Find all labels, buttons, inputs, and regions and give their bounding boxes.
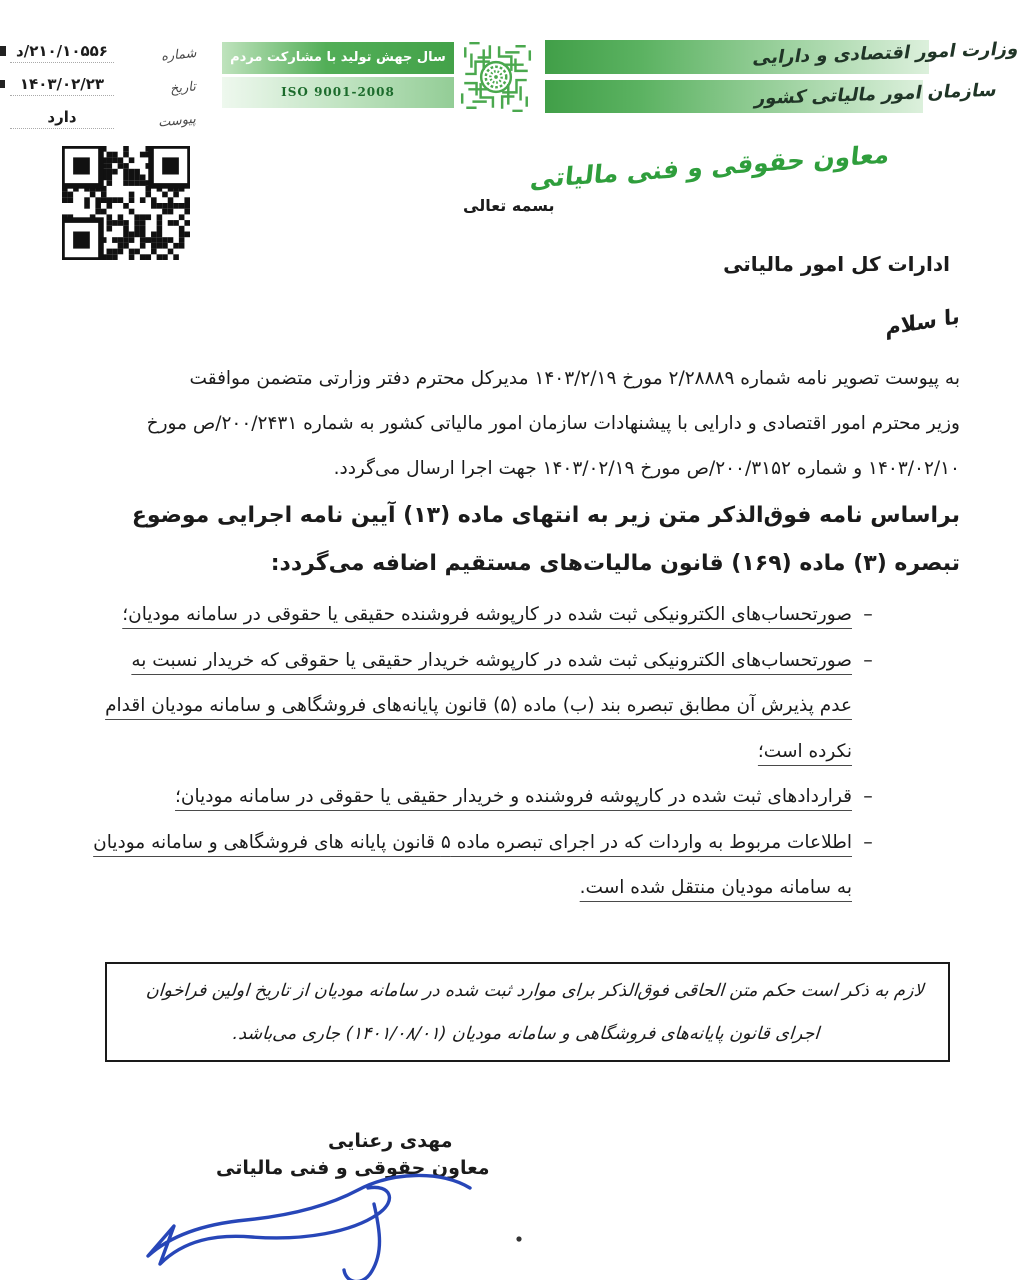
year-slogan: سال جهش تولید با مشارکت مردم	[222, 42, 454, 74]
dash-bullet-marker: –	[863, 603, 873, 625]
handwritten-signature	[128, 1142, 528, 1280]
letter-date-label: تاریخ	[169, 79, 197, 97]
intro-paragraph	[94, 356, 960, 491]
clause-line: نکرده است؛	[757, 740, 852, 762]
heading-line: براساس نامه فوق‌الذکر متن زیر به انتهای ماده (۱۳) آیین نامه اجرایی موضوع	[131, 503, 960, 528]
clause-line: صورتحساب‌های الکترونیکی ثبت شده در کارپوشه فروشنده حقیقی یا حقوقی در سامانه مودیان؛	[122, 604, 852, 625]
signer-title: معاون حقوقی و فنی مالیاتی	[216, 1157, 490, 1179]
letter-number-row	[10, 30, 196, 63]
letter-attachment-label: پیوست	[157, 111, 197, 131]
letter-meta-block	[10, 30, 196, 129]
deputy-calligraphy: معاون حقوقی و فنی مالیاتی	[528, 139, 892, 194]
salutation-text: با سلام	[885, 304, 960, 340]
clause-line: قراردادهای ثبت شده در کارپوشه فروشنده و خریدار حقیقی یا حقوقی در سامانه مودیان؛	[175, 786, 852, 807]
note-line: اجرای قانون پایانه‌های فروشگاهی و سامانه مودیان (۱۴۰۱/۰۸/۰۱) جاری می‌باشد.	[232, 1024, 820, 1044]
list-item	[92, 592, 884, 638]
tax-administration-emblem-icon	[454, 38, 538, 116]
scan-artifact	[0, 80, 5, 88]
dash-bullet-marker: –	[863, 648, 873, 671]
amendment-heading	[94, 492, 960, 588]
slogan-banner	[222, 42, 454, 108]
clause-line: صورتحساب‌های الکترونیکی ثبت شده در کارپوشه خریدار حقیقی یا حقوقی که خریدار نسبت به	[131, 649, 852, 671]
list-item	[92, 638, 884, 775]
letter-attachment-value: دارد	[10, 108, 114, 129]
recipient-line: ادارات کل امور مالیاتی	[723, 252, 950, 276]
paragraph-line: به پیوست تصویر نامه شماره ۲/۲۸۸۸۹ مورخ ۱۴۰۳/۲/۱۹ مدیرکل محترم دفتر وزارتی متضمن موافقت	[189, 368, 960, 389]
paragraph-line: ۱۴۰۳/۰۲/۱۰ و شماره ۲۰۰/۳۱۵۲/ص مورخ ۱۴۰۳/۰۲/۱۹ جهت اجرا ارسال می‌گردد.	[333, 458, 960, 479]
letter-date-row	[10, 63, 196, 96]
clause-line: عدم پذیرش آن مطابق تبصره بند (ب) ماده (۵) قانون پایانه‌های فروشگاهی و سامانه مودیان اقدام	[105, 695, 852, 716]
scan-artifact	[0, 46, 6, 56]
heading-line: تبصره (۳) ماده (۱۶۹) قانون مالیات‌های مستقیم اضافه می‌گردد:	[270, 551, 960, 576]
qr-code	[62, 146, 190, 260]
list-item	[92, 820, 884, 911]
clause-line: به سامانه مودیان منتقل شده است.	[579, 877, 852, 898]
ministry-name: وزارت امور اقتصادی و دارایی	[751, 38, 1021, 69]
dash-bullet-marker: –	[863, 785, 873, 807]
note-line: لازم به ذکر است حکم متن الحاقی فوق‌الذکر برای موارد ثبت شده در سامانه مودیان از تاریخ اولین فراخوان	[145, 981, 925, 1001]
letter-attachment-row	[10, 96, 196, 129]
list-item	[92, 774, 884, 820]
clause-line: اطلاعات مربوط به واردات که در اجرای تبصره ماده ۵ قانون پایانه های فروشگاهی و سامانه مودیان	[93, 831, 852, 853]
paragraph-line: وزیر محترم امور اقتصادی و دارایی با پیشنهادات سازمان امور مالیاتی کشور به شماره ۲۰۰/۲۴۳۱/ص مورخ	[146, 413, 960, 434]
note-box	[105, 962, 950, 1062]
dash-bullet-marker: –	[863, 830, 873, 853]
inserted-clauses-list	[92, 592, 884, 911]
signer-name: مهدی رعنایی	[328, 1130, 453, 1152]
organization-name: سازمان امور مالیاتی کشور	[753, 79, 999, 110]
letter-number-label: شماره	[159, 45, 197, 65]
iso-certification-label: ISO 9001-2008	[222, 77, 454, 108]
letter-date-value: ۱۴۰۳/۰۲/۲۳	[10, 75, 114, 96]
besmeleh-text: بسمه تعالی	[463, 196, 555, 215]
letter-number-value: ۲۱۰/۱۰۵۵۶/د	[10, 42, 114, 63]
